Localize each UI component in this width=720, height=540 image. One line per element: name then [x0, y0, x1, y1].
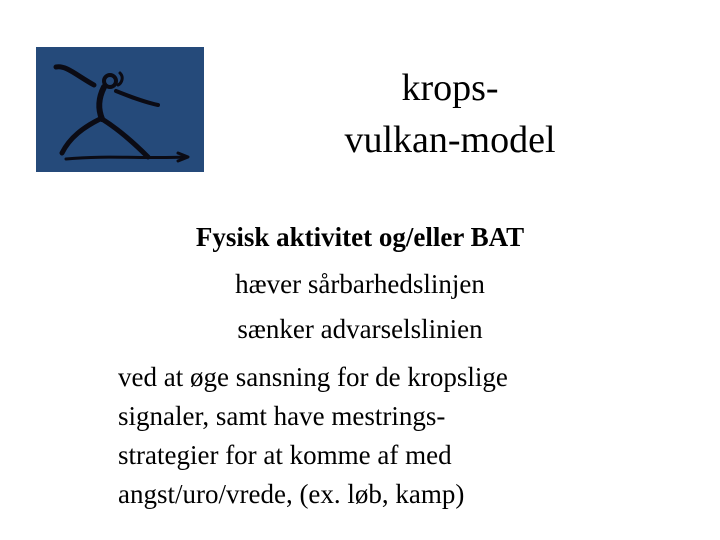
body-line-2: signaler, samt have mestrings- [118, 401, 446, 431]
body-line-3: strategier for at komme af med [118, 440, 452, 470]
subline-1: hæver sårbarhedslinjen [235, 269, 485, 299]
body-line-1: ved at øge sansning for de kropslige [118, 362, 508, 392]
section-heading: Fysisk aktivitet og/eller BAT [195, 222, 525, 252]
dancer-figure-icon [36, 47, 204, 172]
subline-2: sænker advarselslinien [237, 314, 483, 344]
body-paragraph [118, 358, 678, 514]
body-line-4: angst/uro/vrede, (ex. løb, kamp) [118, 479, 465, 509]
title-line-2: vulkan-model [344, 119, 556, 161]
title-line-1: krops- [401, 67, 499, 109]
logo [36, 47, 204, 172]
slide-title [300, 62, 600, 166]
